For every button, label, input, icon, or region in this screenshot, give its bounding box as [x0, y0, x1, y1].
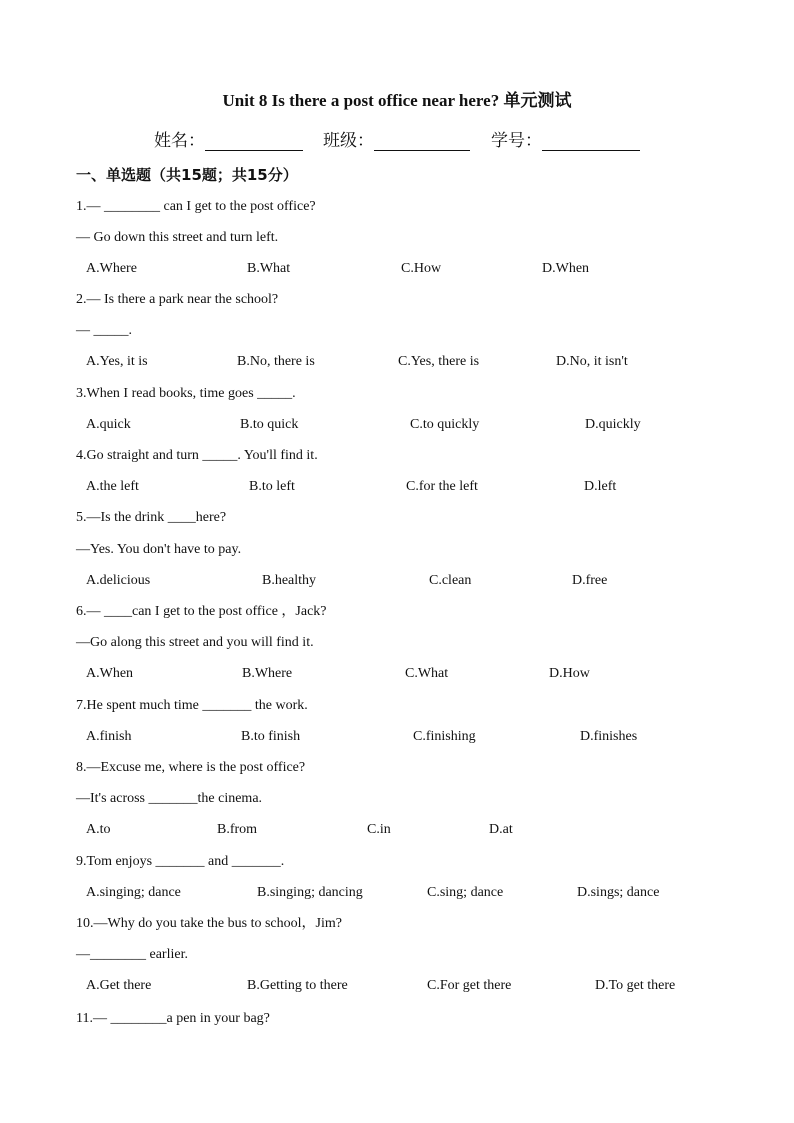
page-title: Unit 8 Is there a post office near here? 单元测试 — [222, 91, 572, 110]
question-6-option-a[interactable]: A.When — [86, 666, 134, 681]
class-blank[interactable] — [374, 132, 470, 151]
number-label: 学号： — [491, 131, 542, 151]
question-7-option-a[interactable]: A.finish — [86, 729, 132, 744]
question-7-stem: 7.He spent much time _______ the work. — [76, 698, 308, 713]
question-5-option-a[interactable]: A.delicious — [86, 573, 151, 588]
question-9-option-b[interactable]: B.singing; dancing — [257, 885, 363, 900]
question-8-option-c[interactable]: C.in — [367, 822, 391, 837]
question-6-reply: —Go along this street and you will find it. — [76, 635, 314, 650]
question-4-option-c[interactable]: C.for the left — [406, 479, 478, 494]
name-blank[interactable] — [205, 132, 303, 151]
question-2-option-d[interactable]: D.No, it isn't — [556, 354, 628, 369]
question-9-option-c[interactable]: C.sing; dance — [427, 885, 504, 900]
question-1-option-c[interactable]: C.How — [401, 261, 442, 276]
number-field[interactable] — [491, 126, 640, 151]
question-9-stem: 9.Tom enjoys _______ and _______. — [76, 854, 285, 869]
question-2-reply: — _____. — [76, 323, 132, 338]
question-1-reply: — Go down this street and turn left. — [76, 230, 279, 245]
question-2-option-a[interactable]: A.Yes, it is — [86, 354, 148, 369]
question-8-option-b[interactable]: B.from — [217, 822, 258, 837]
question-6-stem: 6.— ____can I get to the post office ，Jack? — [76, 604, 327, 619]
question-7-option-d[interactable]: D.finishes — [580, 729, 638, 744]
question-5-stem: 5.—Is the drink ____here? — [76, 510, 227, 525]
question-10-stem: 10.—Why do you take the bus to school，Jim? — [76, 916, 342, 931]
question-6-option-b[interactable]: B.Where — [242, 666, 293, 681]
question-6-option-d[interactable]: D.How — [549, 666, 590, 681]
name-label: 姓名： — [154, 131, 205, 151]
question-10-option-c[interactable]: C.For get there — [427, 978, 512, 993]
question-5-reply: —Yes. You don't have to pay. — [76, 542, 242, 557]
question-1-stem: 1.— ________ can I get to the post office? — [76, 199, 316, 214]
question-3-option-a[interactable]: A.quick — [86, 417, 131, 432]
question-5-option-d[interactable]: D.free — [572, 573, 608, 588]
question-7-option-c[interactable]: C.finishing — [413, 729, 476, 744]
question-1-option-a[interactable]: A.Where — [86, 261, 137, 276]
question-11-stem: 11.— ________a pen in your bag? — [76, 1011, 270, 1026]
question-1-option-d[interactable]: D.When — [542, 261, 590, 276]
question-2-stem: 2.— Is there a park near the school? — [76, 292, 279, 307]
question-4-option-d[interactable]: D.left — [584, 479, 617, 494]
question-8-stem: 8.—Excuse me, where is the post office? — [76, 760, 306, 775]
name-field[interactable] — [154, 126, 303, 151]
question-8-reply: —It's across _______the cinema. — [76, 791, 263, 806]
question-8-option-d[interactable]: D.at — [489, 822, 513, 837]
number-blank[interactable] — [542, 132, 640, 151]
question-5-option-c[interactable]: C.clean — [429, 573, 472, 588]
question-4-stem: 4.Go straight and turn _____. You'll find it. — [76, 448, 318, 463]
question-4-option-b[interactable]: B.to left — [249, 479, 295, 494]
question-8-option-a[interactable]: A.to — [86, 822, 111, 837]
question-3-stem: 3.When I read books, time goes _____. — [76, 386, 296, 401]
question-10-option-d[interactable]: D.To get there — [595, 978, 676, 993]
question-1-option-b[interactable]: B.What — [247, 261, 291, 276]
question-10-reply: —________ earlier. — [76, 947, 188, 962]
question-2-option-b[interactable]: B.No, there is — [237, 354, 315, 369]
question-6-option-c[interactable]: C.What — [405, 666, 449, 681]
class-label: 班级： — [323, 131, 374, 151]
question-2-option-c[interactable]: C.Yes, there is — [398, 354, 480, 369]
question-10-option-b[interactable]: B.Getting to there — [247, 978, 348, 993]
question-3-option-c[interactable]: C.to quickly — [410, 417, 480, 432]
student-info-row — [0, 126, 794, 150]
question-9-option-a[interactable]: A.singing; dance — [86, 885, 181, 900]
question-3-option-b[interactable]: B.to quick — [240, 417, 299, 432]
question-7-option-b[interactable]: B.to finish — [241, 729, 301, 744]
question-9-option-d[interactable]: D.sings; dance — [577, 885, 660, 900]
section-heading: 一、单选题（共15题；共15分） — [76, 166, 298, 184]
question-10-option-a[interactable]: A.Get there — [86, 978, 152, 993]
question-3-option-d[interactable]: D.quickly — [585, 417, 641, 432]
class-field[interactable] — [323, 126, 470, 151]
question-4-option-a[interactable]: A.the left — [86, 479, 139, 494]
question-5-option-b[interactable]: B.healthy — [262, 573, 317, 588]
